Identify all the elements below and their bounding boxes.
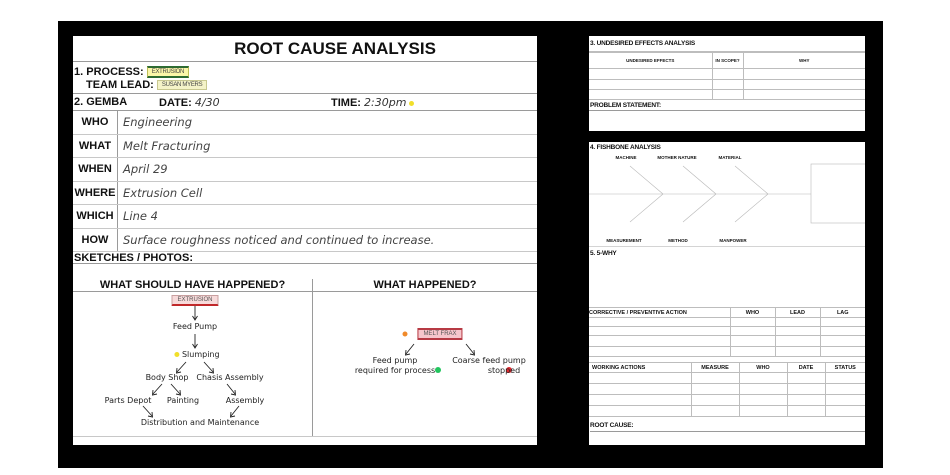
process-label: 1. PROCESS: [74,66,144,78]
five-why-field[interactable] [589,257,865,307]
flow-node-line: Coarse feed pump [452,356,526,365]
flow-node-line: stopped [487,366,521,375]
rca-left-sheet [73,36,537,445]
flow-node: Painting [166,396,200,405]
col-header: STATUS [825,363,865,373]
date-value[interactable]: 4/30 [194,96,220,109]
table-row[interactable] [589,347,865,357]
table-row[interactable] [589,406,865,417]
root-cause-field[interactable] [589,433,865,445]
flow-node [174,350,219,360]
process-value-tag[interactable]: EXTRUSION [147,66,189,78]
fishbone-category: MATERIAL [718,155,742,160]
should-header: WHAT SHOULD HAVE HAPPENED? [73,279,312,292]
flow-node-line: required for process [354,366,436,375]
col-header: MEASURE [691,363,739,373]
table-row[interactable] [589,318,865,327]
yellow-dot-icon [174,352,179,357]
w-value[interactable]: Extrusion Cell [123,185,203,200]
col-header: IN SCOPE? [712,53,743,69]
sketches-label: SKETCHES / PHOTOS: [73,252,537,264]
process-section [73,62,537,94]
table-row[interactable] [589,384,865,395]
undesired-table [589,52,865,100]
table-row[interactable] [589,69,865,80]
w-value[interactable]: Surface roughness noticed and continued to increase. [123,232,435,247]
col-header: UNDESIRED EFFECTS [589,53,712,69]
fishbone-category: MANPOWER [719,238,747,243]
col-header: DATE [787,363,825,373]
w-row-where [73,182,537,206]
col-header: CORRECTIVE / PREVENTIVE ACTION [589,308,730,318]
team-lead-value-tag[interactable]: SUSAN MYERS [157,80,207,90]
sketches-area [73,279,537,436]
problem-statement-field[interactable] [589,111,865,130]
what-happened-column [313,279,537,436]
w-key: WHICH [73,205,118,228]
date-label: DATE: [159,97,192,109]
date-field [159,96,220,109]
fishbone-category: MOTHER NATURE [657,155,697,160]
fishbone-sheet [589,142,865,445]
undesired-effects-sheet [589,36,865,131]
w-value[interactable]: Engineering [123,115,192,129]
root-cause-label: ROOT CAUSE: [590,422,865,432]
time-label: TIME: [331,97,361,109]
w-row-who [73,111,537,135]
col-header: LEAD [775,308,820,318]
yellow-dot-icon [409,101,414,106]
flow-node [355,356,435,376]
w-key: WHAT [73,135,118,158]
w-key: WHERE [73,182,118,205]
table-row[interactable] [589,80,865,90]
w-value[interactable]: Melt Fracturing [123,138,211,153]
extrusion-tag[interactable]: EXTRUSION [171,295,218,306]
flow-node-line: Feed pump [372,356,418,365]
w-row-which [73,205,537,229]
fishbone-category: MEASUREMENT [606,238,642,243]
bottom-divider [73,436,537,445]
w-key: WHEN [73,158,118,181]
table-row[interactable] [589,327,865,336]
table-row[interactable] [589,336,865,347]
fishbone-category: MACHINE [615,155,637,160]
w-row-when [73,158,537,182]
col-header: LAG [820,308,865,318]
flow-node: Feed Pump [172,322,218,331]
w-key: WHO [73,111,118,134]
flow-node: Chasis Assembly [196,373,264,382]
w-key: HOW [73,229,118,252]
w-value[interactable]: Line 4 [123,209,158,223]
working-actions-table [589,362,865,417]
page-title: ROOT CAUSE ANALYSIS [73,36,537,62]
col-header: WORKING ACTIONS [589,363,691,373]
col-header: WHO [739,363,787,373]
w-row-what [73,135,537,159]
flow-node: Distribution and Maintenance [140,418,260,427]
gemba-row [73,94,537,111]
table-row[interactable] [589,395,865,406]
melt-frax-tag[interactable]: MELT FRAX [417,328,462,340]
undesired-title: 3. UNDESIRED EFFECTS ANALYSIS [589,36,865,52]
flow-node-label: Slumping [181,350,220,359]
col-header: WHO [730,308,775,318]
five-why-title: 5. 5-WHY [590,250,617,257]
flow-node [452,356,526,376]
time-field [331,96,414,109]
table-row[interactable] [589,90,865,100]
w-row-how [73,229,537,253]
flow-node: Assembly [225,396,265,405]
happened-header: WHAT HAPPENED? [313,279,537,292]
corrective-action-table [589,307,865,357]
table-row[interactable] [589,373,865,384]
gemba-label: 2. GEMBA [74,96,128,108]
fishbone-category: METHOD [668,238,688,243]
flow-node: Body Shop [145,373,189,382]
fishbone-title: 4. FISHBONE ANALYSIS [590,144,661,151]
w-value[interactable]: April 29 [123,162,168,176]
time-value[interactable]: 2:30pm [364,96,407,109]
should-have-happened-column [73,279,313,436]
problem-statement-label: PROBLEM STATEMENT: [589,100,865,111]
col-header: WHY [743,53,865,69]
team-lead-label: TEAM LEAD: [86,79,154,91]
flow-node: Parts Depot [104,396,152,405]
